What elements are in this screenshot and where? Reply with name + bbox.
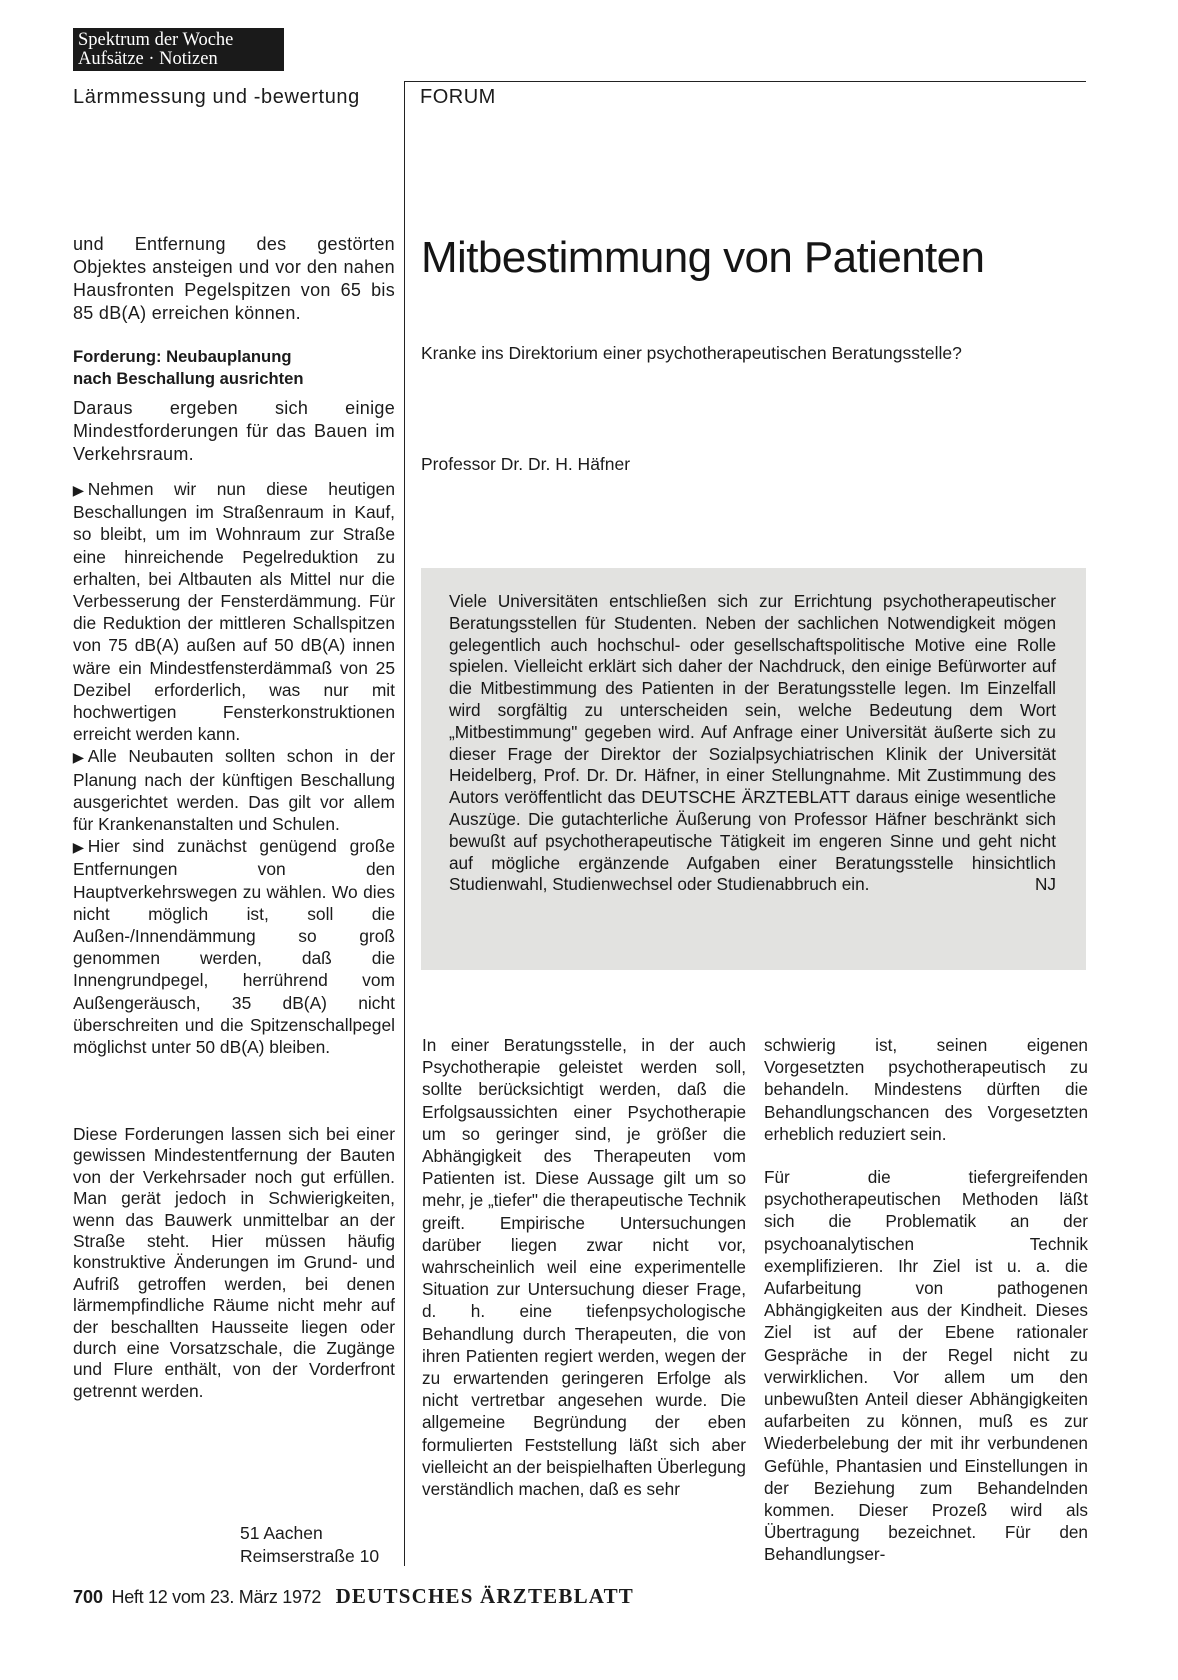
masthead bbox=[73, 28, 284, 71]
masthead-line-1: Spektrum der Woche bbox=[78, 30, 234, 50]
journal-name: DEUTSCHES ÄRZTEBLATT bbox=[335, 1584, 635, 1608]
triangle-bullet-icon: ▶ bbox=[72, 482, 85, 498]
left-col-paragraph-1: und Entfernung des gestörten Objektes ansteigen und vor den nahen Hausfronten Pegelspitzen von 65 bis 85 dB(A) erreichen können. bbox=[73, 234, 395, 323]
intro-signature: NJ bbox=[1034, 874, 1056, 895]
forum-label: FORUM bbox=[420, 86, 496, 108]
column-divider bbox=[404, 81, 405, 1566]
left-col-bullets bbox=[73, 478, 395, 1058]
section-header: Lärmmessung und -bewertung bbox=[73, 86, 360, 108]
author-address: 51 Aachen Reimserstraße 10 bbox=[240, 1523, 380, 1566]
masthead-line-2: Aufsätze · Notizen bbox=[78, 49, 218, 69]
left-col-subhead: Forderung: Neubauplanung nach Beschallung ausrichten bbox=[73, 347, 304, 388]
page-footer bbox=[73, 1584, 634, 1609]
page-number: 700 bbox=[73, 1587, 104, 1607]
bullet-item-2: ▶ Alle Neubauten sollten schon in der Planung nach der künftigen Beschallung ausgerichtet werden. Das gilt vor allem für Krankenanstalten und Schulen. bbox=[72, 746, 395, 835]
top-rule bbox=[404, 81, 1086, 82]
intro-box bbox=[421, 568, 1086, 970]
left-col-paragraph-2: Daraus ergeben sich einige Mindestforderungen für das Bauen im Verkehrsraum. bbox=[73, 398, 395, 464]
article-author: Professor Dr. Dr. H. Häfner bbox=[421, 454, 631, 474]
triangle-bullet-icon: ▶ bbox=[72, 839, 85, 856]
article-title: Mitbestimmung von Patienten bbox=[421, 233, 985, 282]
left-col-paragraph-3: Diese Forderungen lassen sich bei einer gewissen Mindestentfernung der Bauten von der Verkehrsader noch gut erfüllen. Man gerät jedoch in Schwierigkeiten, wenn das Bauwerk unmittelbar an der Straße steht. Hier müssen häufig konstruktive Änderungen im Grund- und Aufriß getroffen werden, bei denen lärmempfindliche Räume nicht mehr auf der beschallten Hausseite liegen oder durch eine Vorsatzschale, die Zugänge und Flure enthält, von der Vorderfront getrennt werden. bbox=[73, 1124, 395, 1401]
triangle-bullet-icon: ▶ bbox=[72, 749, 85, 766]
article-subtitle: Kranke ins Direktorium einer psychotherapeutischen Beratungsstelle? bbox=[421, 343, 962, 363]
bullet-item-1: ▶ Nehmen wir nun diese heutigen Beschallungen im Straßenraum in Kauf, so bleibt, um im Wohnraum zur Straße eine hinreichende Pegelreduktion zu erhalten, bei Altbauten als Mittel nur die Verbesserung der Fensterdämmung. Für die Reduktion der mittleren Schallspitzen von 75 dB(A) außen auf 50 dB(A) innen wäre ein Mindestfensterdämmaß von 25 Dezibel erforderlich, was nur mit hochwertigen Fensterkonstruktionen erreicht werden kann. bbox=[72, 479, 395, 745]
issue-info: Heft 12 vom 23. März 1972 bbox=[111, 1587, 322, 1607]
article-column-middle: In einer Beratungsstelle, in der auch Psychotherapie geleistet werden soll, sollte berücksichtigt werden, daß die Erfolgsaussichten einer Psychotherapie um so geringer sind, je größer die Abhängigkeit des Therapeuten vom Patienten ist. Diese Aussage gilt um so mehr, je „tiefer" die therapeutische Technik greift. Empirische Untersuchungen darüber liegen zwar nicht vor, wahrscheinlich weil eine experimentelle Situation zur Untersuchung dieser Frage, d. h. eine tiefenpsychologische Behandlung durch Therapeuten, die von ihren Patienten regiert werden, wegen der zu erwartenden geringeren Erfolge als nicht vertretbar angesehen wurde. Die allgemeine Begründung der eben formulierten Feststellung läßt sich aber vielleicht an der beispielhaften Überlegung verständlich machen, daß es sehr bbox=[422, 1035, 746, 1500]
intro-text: Viele Universitäten entschließen sich zur Errichtung psychotherapeutischer Beratungsstellen für Studenten. Neben der sachlichen Notwendigkeit mögen gelegentlich auch hochschul- oder gesellschaftspolitische Motive eine Rolle spielen. Vielleicht erklärt sich daher der Nachdruck, den einige Befürworter auf die Mitbestimmung des Patienten in der Beratungsstelle legen. Im Einzelfall wird sorgfältig zu unterscheiden sein, welche Bedeutung dem Wort „Mitbestimmung" gegeben wird. Auf Anfrage einer Universität äußerte sich zu dieser Frage der Direktor der Sozialpsychiatrischen Klinik der Universität Heidelberg, Prof. Dr. Dr. Häfner, in einer Stellungnahme. Mit Zustimmung des Autors veröffentlicht das DEUTSCHE ÄRZTEBLATT daraus einige wesentliche Auszüge. Die gutachterliche Äußerung von Professor Häfner beschränkt sich bewußt auf psychotherapeutische Tätigkeit im engeren Sinne und geht nicht auf mögliche ergänzende Aufgaben einer Beratungsstelle hinsichtlich Studienwahl, Studienwechsel oder Studienabbruch ein. NJ bbox=[449, 591, 1056, 895]
bullet-item-3: ▶ Hier sind zunächst genügend große Entfernungen von den Hauptverkehrswegen zu wählen. Wo dies nicht möglich ist, soll die Außen-/Innendämmung so groß genommen werden, daß die Innengrundpegel, herrührend vom Außengeräusch, 35 dB(A) nicht überschreiten und die Spitzenschallpegel möglichst unter 50 dB(A) bleiben. bbox=[72, 836, 395, 1058]
article-column-right: schwierig ist, seinen eigenen Vorgesetzten psychotherapeutisch zu behandeln. Mindestens dürften die Behandlungschancen des Vorgesetzten erheblich reduziert sein. Für die tiefergreifenden psychotherapeutischen Methoden läßt sich die Problematik an der psychoanalytischen Technik exemplifizieren. Ihr Ziel ist u. a. die Aufarbeitung von pathogenen Abhängigkeiten aus der Kindheit. Dieses Ziel ist auf der Ebene rationaler Gespräche in der Regel nicht zu verwirklichen. Vor allem um den unbewußten Anteil dieser Abhängigkeiten aufarbeiten zu können, muß es zur Wiederbelebung der mit ihr verbundenen Gefühle, Phantasien und Einstellungen in der Beziehung zum Behandelnden kommen. Dieser Prozeß wird als Übertragung bezeichnet. Für den Behandlungser- bbox=[764, 1035, 1088, 1565]
